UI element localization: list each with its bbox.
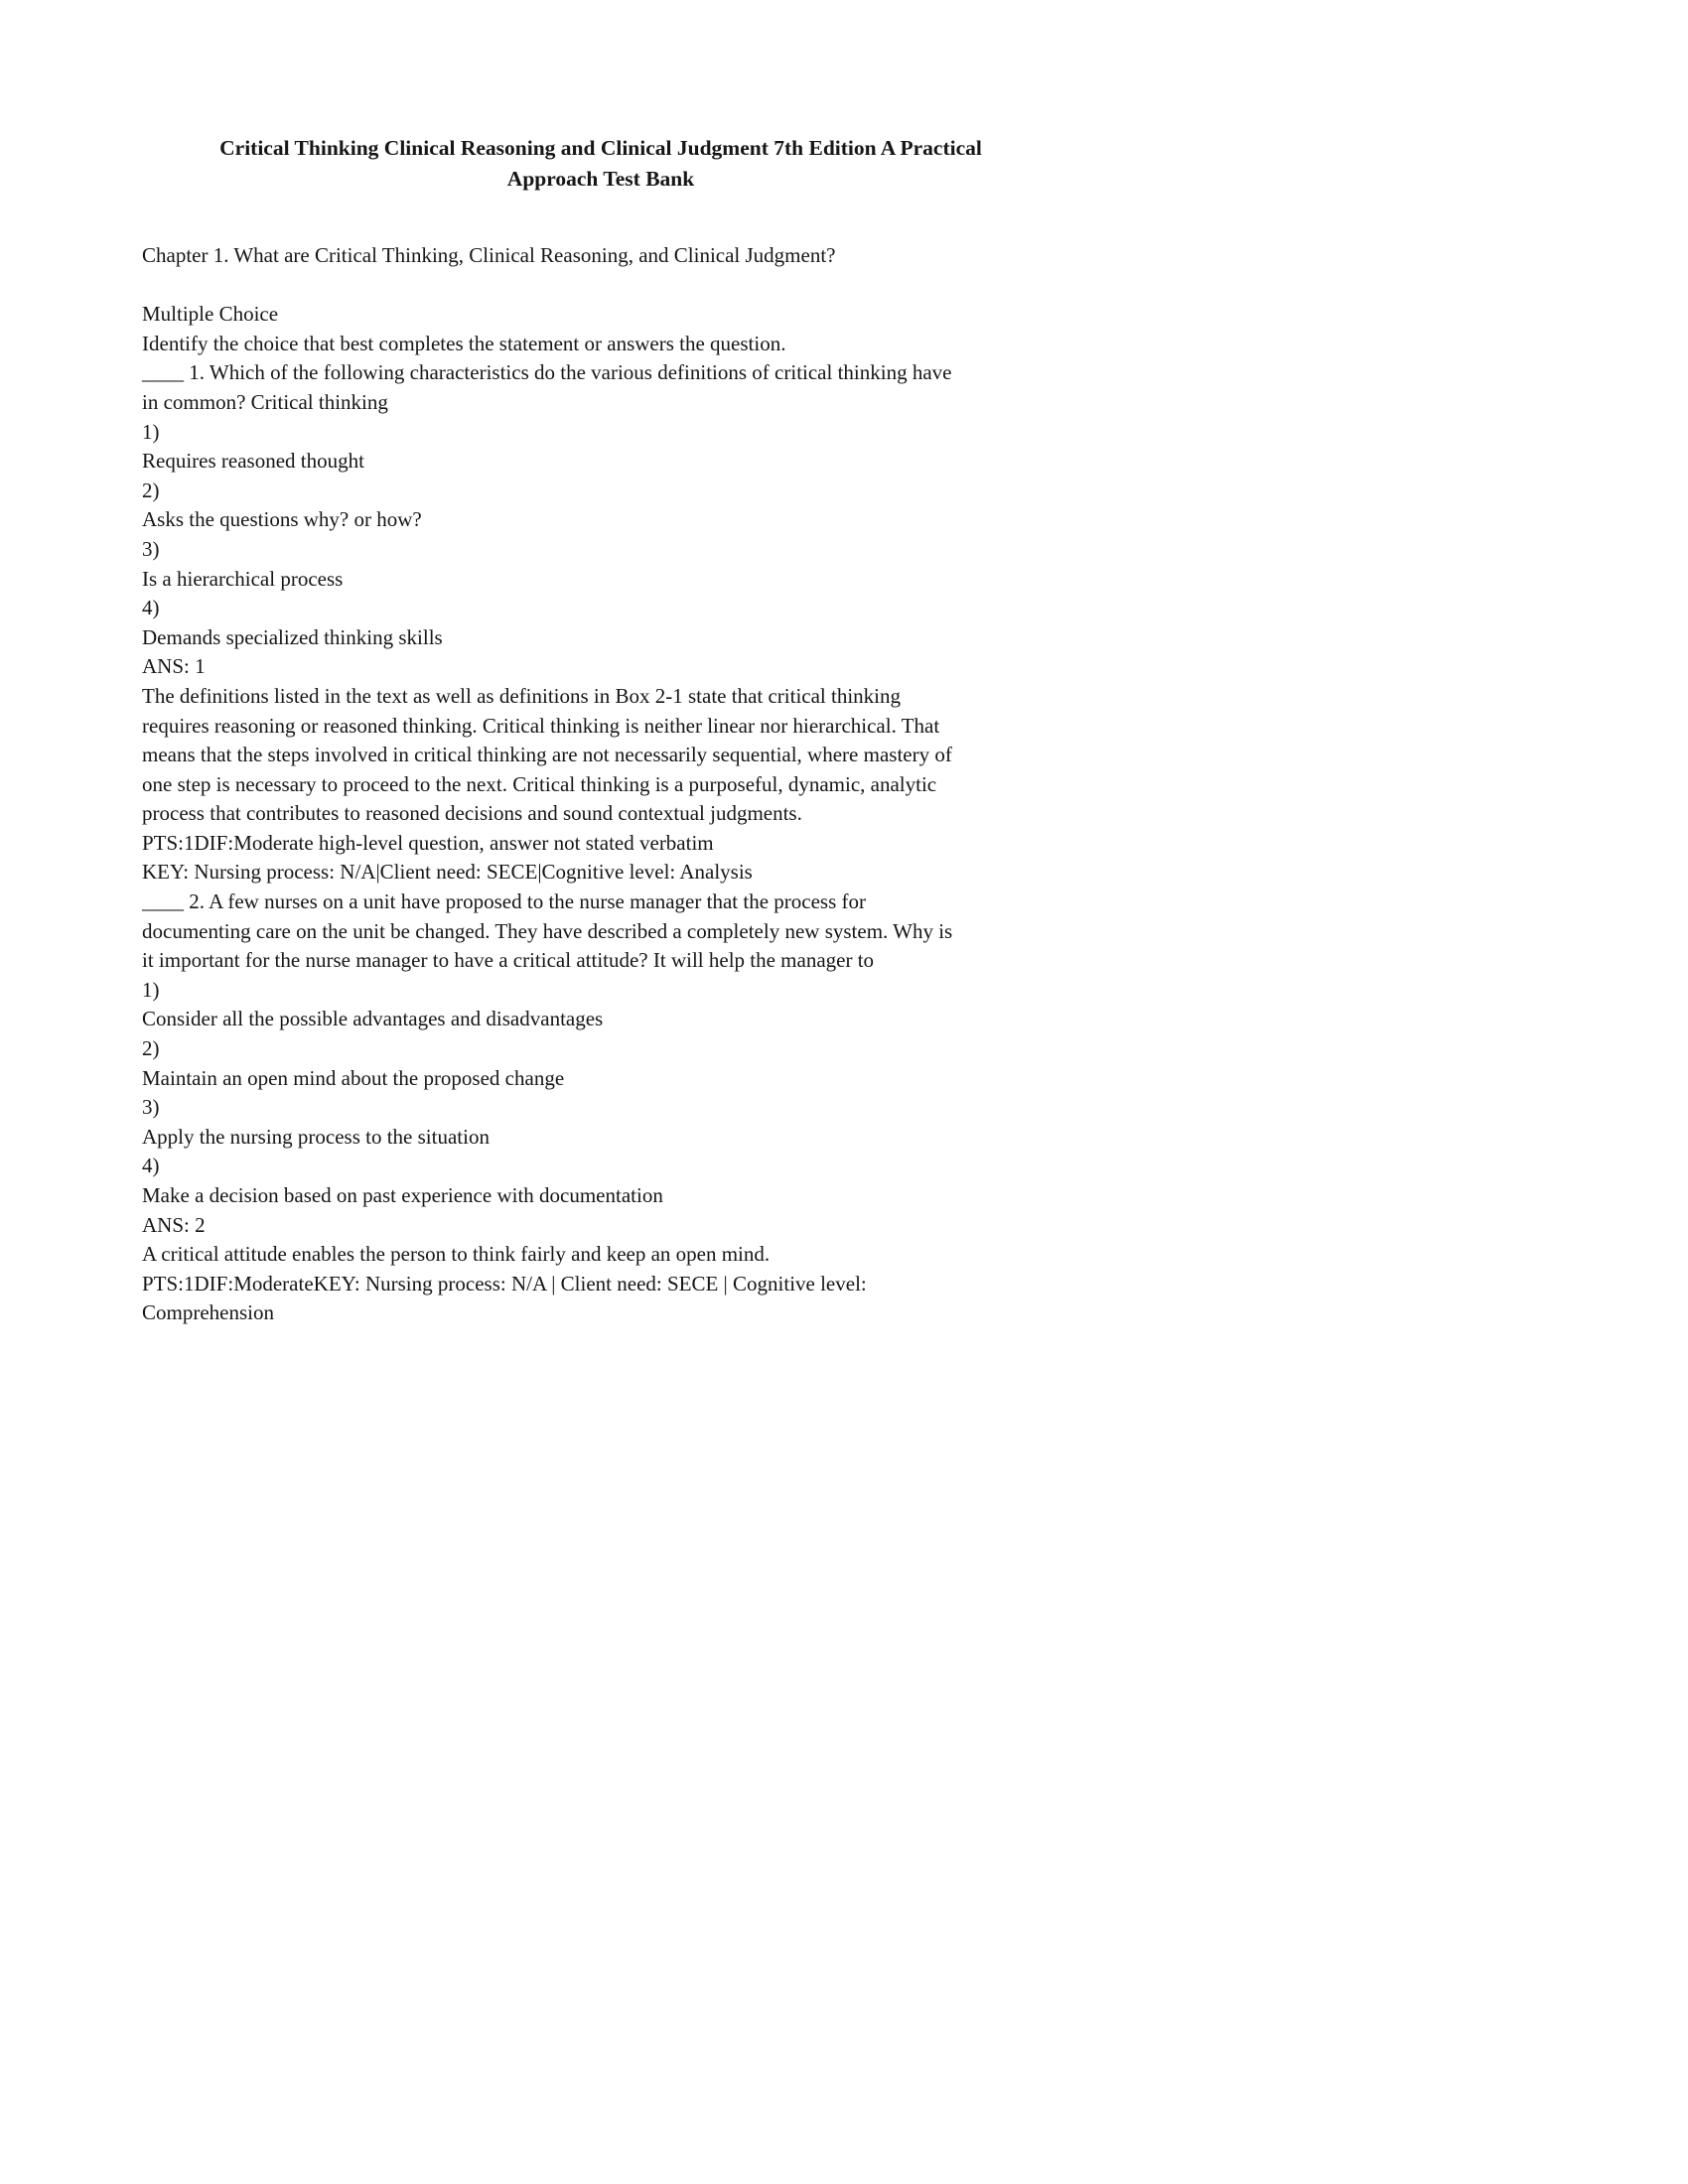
document-line: Make a decision based on past experience with documentation xyxy=(142,1183,663,1207)
document-line: 3) xyxy=(142,536,160,561)
document-line: ____ 2. A few nurses on a unit have proposed to the nurse manager that the process for xyxy=(142,889,866,914)
document-line: Demands specialized thinking skills xyxy=(142,624,443,649)
document-line: 4) xyxy=(142,1154,160,1178)
document-line: Multiple Choice xyxy=(142,302,279,327)
document-line: in common? Critical thinking xyxy=(142,389,388,414)
document-line: documenting care on the unit be changed. They have described a completely new system. Why is xyxy=(142,918,953,943)
document-line: ANS: 2 xyxy=(142,1212,206,1237)
document-line: requires reasoning or reasoned thinking. Critical thinking is neither linear nor hierarchical. That xyxy=(142,713,940,738)
document-line: KEY: Nursing process: N/A|Client need: SECE|Cognitive level: Analysis xyxy=(142,860,753,885)
document-line: ____ 1. Which of the following characteristics do the various definitions of critical thinking have xyxy=(142,360,952,385)
document-title-line-2: Approach Test Bank xyxy=(506,167,695,191)
document-line: 2) xyxy=(142,1036,160,1061)
document-line: Apply the nursing process to the situation xyxy=(142,1124,490,1149)
document-line: Identify the choice that best completes the statement or answers the question. xyxy=(142,331,786,355)
document-line: Comprehension xyxy=(142,1300,274,1325)
document-line: 1) xyxy=(142,977,160,1002)
document-line: 3) xyxy=(142,1095,160,1120)
document-line: A critical attitude enables the person to think fairly and keep an open mind. xyxy=(142,1242,771,1267)
document-body xyxy=(142,243,1234,1330)
document-line: Asks the questions why? or how? xyxy=(142,507,422,532)
document-line: ANS: 1 xyxy=(142,654,206,679)
document-line: PTS:1DIF:ModerateKEY: Nursing process: N/A | Client need: SECE | Cognitive level: xyxy=(142,1271,867,1296)
document-line: 1) xyxy=(142,419,160,444)
document-line: Maintain an open mind about the proposed change xyxy=(142,1065,565,1090)
document-line: Chapter 1. What are Critical Thinking, Clinical Reasoning, and Clinical Judgment? xyxy=(142,243,836,267)
document-title-line-1: Critical Thinking Clinical Reasoning and Clinical Judgment 7th Edition A Practical xyxy=(219,136,982,160)
document-line: Requires reasoned thought xyxy=(142,449,364,474)
document-line: Consider all the possible advantages and disadvantages xyxy=(142,1007,604,1031)
document-title xyxy=(142,133,1059,195)
document-line: it important for the nurse manager to have a critical attitude? It will help the manager to xyxy=(142,948,875,973)
document-line: one step is necessary to proceed to the next. Critical thinking is a purposeful, dynamic, analytic xyxy=(142,771,937,796)
document-line: PTS:1DIF:Moderate high-level question, answer not stated verbatim xyxy=(142,830,714,855)
document-line: 4) xyxy=(142,596,160,620)
document-line xyxy=(142,273,1234,303)
document-line: Is a hierarchical process xyxy=(142,566,344,591)
document-line: The definitions listed in the text as well as definitions in Box 2-1 state that critical thinking xyxy=(142,683,902,708)
document-line: process that contributes to reasoned decisions and sound contextual judgments. xyxy=(142,801,802,826)
document-line: 2) xyxy=(142,478,160,502)
document-line: means that the steps involved in critical thinking are not necessarily sequential, where mastery of xyxy=(142,743,952,767)
